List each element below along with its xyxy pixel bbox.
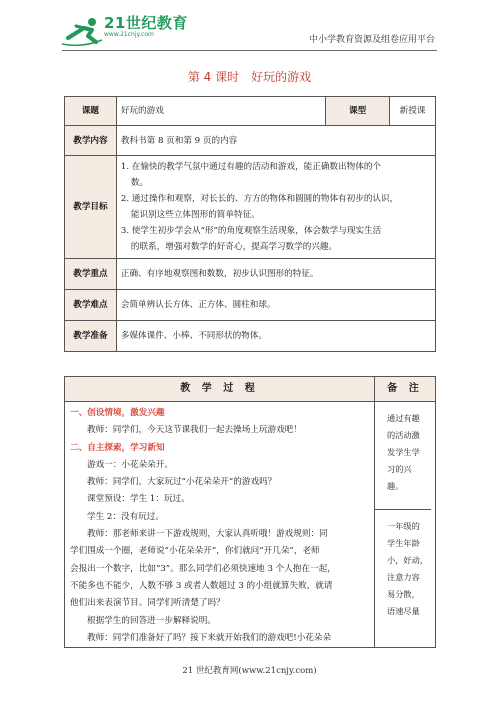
section-heading: 一、创设情境，激发兴趣 xyxy=(70,408,165,418)
process-line: 不能多也不能少，人数不够 3 或者人数超过 3 的小组就算失败，就请 xyxy=(70,580,333,591)
logo-url: www.21cnjy.com xyxy=(104,31,154,38)
type-value: 新授课 xyxy=(390,97,436,126)
process-line: 他们出来表演节目。同学们听清楚了吗？ xyxy=(70,598,225,609)
note-line: 语速尽量 xyxy=(387,606,420,616)
goal-line: 3. 使学生初步学会从“形”的角度观察生活现象，体会数学与现实生活 xyxy=(120,226,382,236)
note-line: 小，好动， xyxy=(387,555,428,565)
process-line: 教师：那老师来讲一下游戏规则，大家认真听哦！游戏规则：同 xyxy=(87,529,328,540)
content-value: 教科书第 8 页和第 9 页的内容 xyxy=(116,126,435,156)
goals-label: 教学目标 xyxy=(65,156,117,259)
platform-name: 中小学教育资源及组卷应用平台 xyxy=(308,35,435,45)
process-line: 学生 2：没有玩过。 xyxy=(87,511,164,522)
process-line: 学们围成一个圈，老师说“小花朵朵开”，你们就问“开几朵”，老师 xyxy=(70,546,320,557)
type-label: 课型 xyxy=(326,97,390,126)
note-line: 通过有趣 xyxy=(387,413,420,423)
process-line: 游戏一：小花朵朵开。 xyxy=(87,459,173,470)
section-heading: 二、自主探索，学习新知 xyxy=(70,442,165,453)
lesson-title: 第 4 课时 好玩的游戏 xyxy=(187,70,312,84)
process-line: 根据学生的回答进一步解释说明。 xyxy=(87,615,216,626)
teaching-process-table xyxy=(64,376,436,648)
notes-divider xyxy=(375,509,431,510)
goals-value xyxy=(116,156,435,259)
note-line: 习的兴 xyxy=(387,464,412,474)
notes-body xyxy=(375,402,436,648)
note-line: 趣。 xyxy=(387,481,404,491)
process-line: 会报出一个数字，比如“3”。那么同学们必须快速地 3 个人抱在一起， xyxy=(70,563,336,574)
key-label: 教学重点 xyxy=(65,259,117,290)
difficulty-label: 教学难点 xyxy=(65,290,117,321)
lesson-info-table xyxy=(64,96,436,352)
header-divider xyxy=(62,50,437,51)
goal-line: 1. 在愉快的教学气氛中通过有趣的活动和游戏，能正确数出物体的个 xyxy=(120,162,382,172)
notes-header: 备 注 xyxy=(375,377,436,402)
page-header xyxy=(0,0,499,56)
note-line: 学生年龄 xyxy=(387,538,420,548)
prep-value: 多媒体课件、小棒、不同形状的物体。 xyxy=(116,321,435,352)
process-body xyxy=(65,402,375,648)
note-line: 易分散， xyxy=(387,589,420,599)
note-line: 的活动激 xyxy=(387,430,420,440)
difficulty-value: 会简单辨认长方体、正方体、圆柱和球。 xyxy=(116,290,435,321)
process-line: 教师：同学们准备好了吗？接下来就开始我们的游戏吧!小花朵朵 xyxy=(87,632,332,643)
content-label: 教学内容 xyxy=(65,126,117,156)
key-value: 正确、有序地观察图和数数，初步认识图形的特征。 xyxy=(116,259,435,290)
note-line: 一年级的 xyxy=(387,521,420,531)
page-footer: 21 世纪教育网(www.21cnjy.com) xyxy=(182,666,317,676)
logo-text: 21世纪教育 xyxy=(104,14,188,32)
goal-line: 数。 xyxy=(130,178,149,188)
goal-line: 2. 通过操作和观察，对长长的、方方的物体和圆圆的物体有初步的认识， xyxy=(120,194,399,204)
goal-line: 的联系，增强对数学的好奇心，提高学习数学的兴趣。 xyxy=(130,242,338,252)
prep-label: 教学准备 xyxy=(65,321,117,352)
note-line: 发学生学 xyxy=(387,447,420,457)
process-line: 教师：同学们，今天这节课我们一起去操场上玩游戏吧！ xyxy=(87,425,302,436)
process-header: 教 学 过 程 xyxy=(65,377,375,402)
topic-value: 好玩的游戏 xyxy=(116,97,325,126)
process-line: 课堂预设：学生 1：玩过。 xyxy=(87,494,190,505)
process-line: 教师：同学们，大家玩过“小花朵朵开”的游戏吗？ xyxy=(87,477,277,488)
topic-label: 课题 xyxy=(65,97,117,126)
goal-line: 能识别这些立体图形的简单特征。 xyxy=(130,210,260,220)
note-line: 注意力容 xyxy=(387,572,420,582)
